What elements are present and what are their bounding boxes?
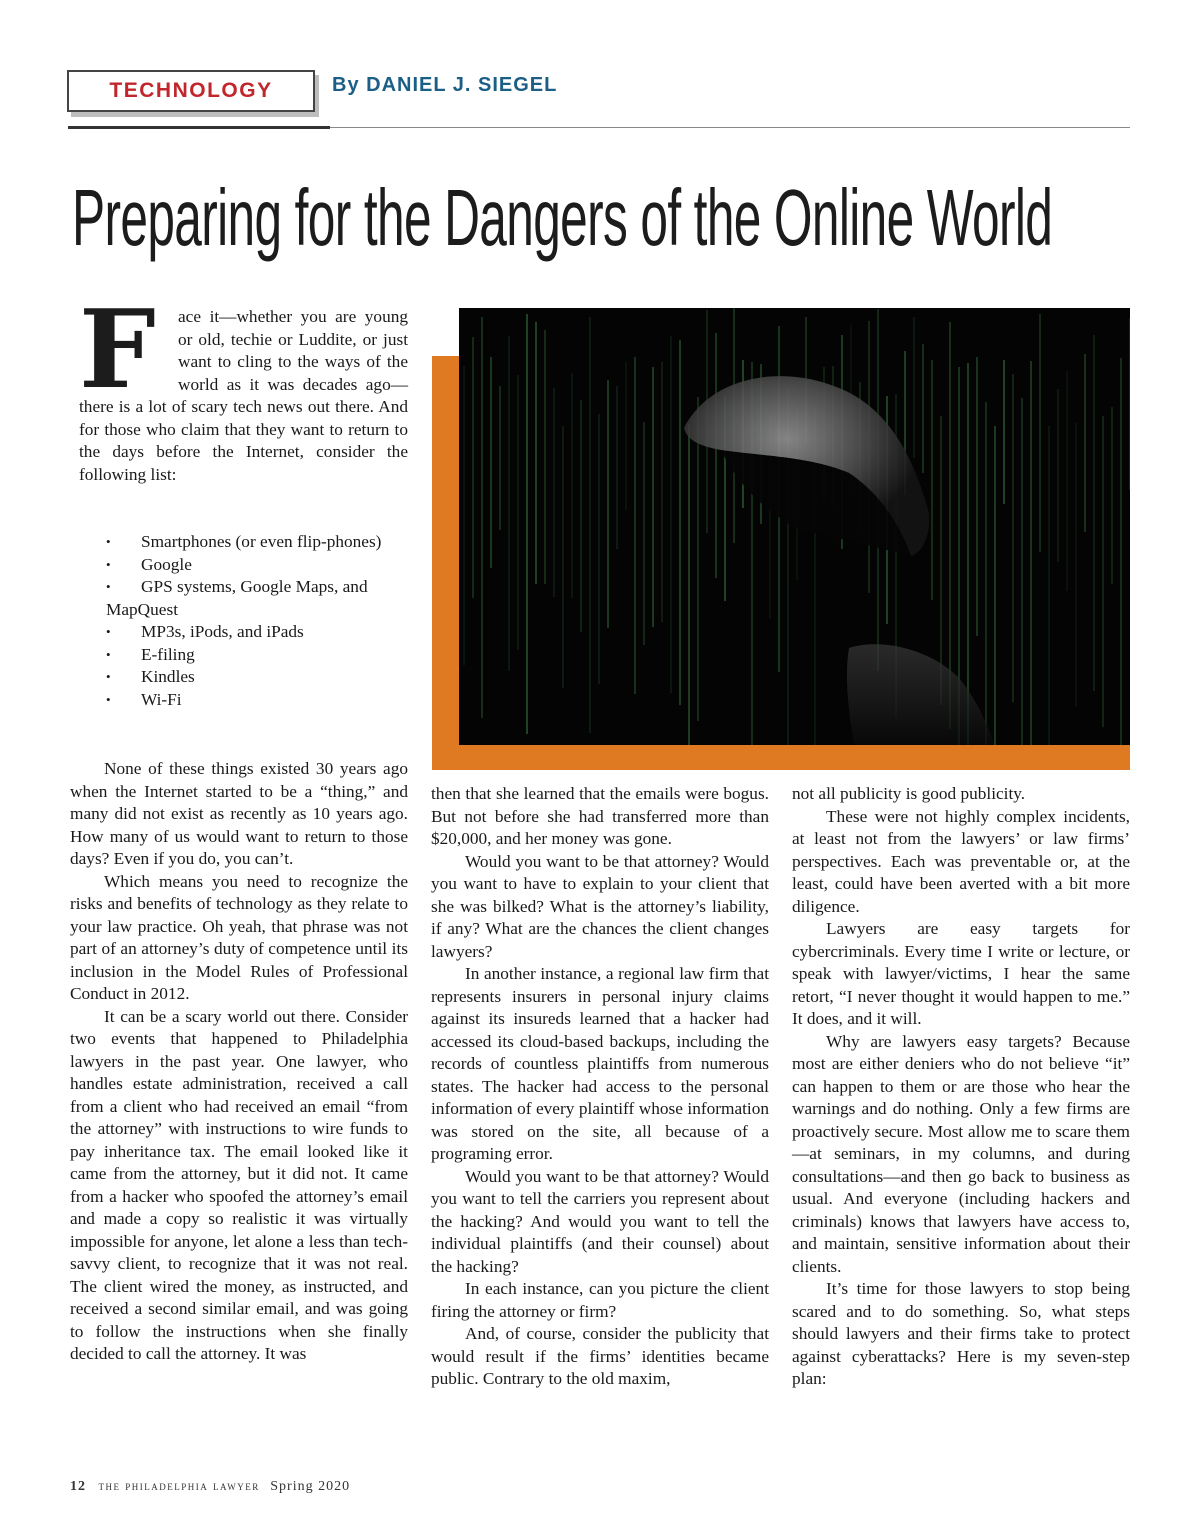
paragraph: Which means you need to recognize the risks and benefits of technology as they relate to your law practice. Oh yeah, that phrase was not part of an attorney’s duty of competence until its inclusion in the Model Rules of Professional Conduct in 2012. <box>70 871 408 1003</box>
paragraph: These were not highly complex incidents, at least not from the lawyers’ or law firms’ perspectives. Each was preventable or, at the least, could have been averted with a bit more diligence. <box>792 806 1130 916</box>
code-rain-stream <box>976 357 978 636</box>
code-rain-stream <box>571 373 573 598</box>
code-rain-stream <box>481 317 483 718</box>
code-rain-stream <box>1012 374 1014 702</box>
paragraph: Would you want to be that attorney? Would you want to have to explain to your client that she was bilked? What is the attorney’s liability, if any? What are the chances the client changes lawyers? <box>431 851 769 961</box>
code-rain-stream <box>661 362 663 622</box>
code-rain-stream <box>589 317 591 733</box>
code-rain-stream <box>580 400 582 632</box>
section-tag <box>67 70 315 112</box>
code-rain-stream <box>697 397 699 721</box>
code-rain-stream <box>544 330 546 584</box>
paragraph: And, of course, consider the publicity that would result if the firms’ identities became public. Contrary to the old maxim, <box>431 1324 769 1388</box>
code-rain-stream <box>499 386 501 530</box>
code-rain-stream <box>1003 360 1005 504</box>
code-rain-stream <box>562 426 564 688</box>
code-rain-stream <box>634 357 636 694</box>
code-rain-stream <box>472 337 474 598</box>
code-rain-stream <box>1066 371 1068 591</box>
code-rain-stream <box>1075 423 1077 707</box>
list-item: • Smartphones (or even flip-phones) <box>106 531 408 554</box>
headline: Preparing for the Dangers of the Online World <box>72 173 1053 262</box>
code-rain-stream <box>607 380 609 628</box>
section-label: TECHNOLOGY <box>109 79 273 102</box>
code-rain-stream <box>643 422 645 645</box>
code-rain-stream <box>949 322 951 729</box>
code-rain-stream <box>598 414 600 684</box>
article-column-2 <box>431 783 769 1391</box>
code-rain-stream <box>652 367 654 627</box>
code-rain-stream <box>967 363 969 745</box>
code-rain-stream <box>985 402 987 745</box>
page-number: 12 <box>70 1479 86 1494</box>
code-rain-stream <box>625 362 627 510</box>
code-rain-stream <box>1129 318 1130 490</box>
list-item: • GPS systems, Google Maps, and MapQuest <box>106 576 408 621</box>
page-footer <box>70 1478 350 1495</box>
code-rain-stream <box>1021 398 1023 745</box>
code-rain-stream <box>688 424 690 745</box>
list-item: • Wi-Fi <box>106 689 408 712</box>
intro-text: ace it—whether you are young or old, techie or Luddite, or just want to cling to the ways of the world as it was decades ago—there is a lot of scary tech news out there. And for those who claim that they want to return to the days before the Internet, consider the following list: <box>79 307 408 484</box>
hero-photo-hooded-hacker <box>459 308 1130 745</box>
code-rain-stream <box>1030 361 1032 745</box>
list-item: • Google <box>106 554 408 577</box>
code-rain-stream <box>553 388 555 597</box>
paragraph-continued: not all publicity is good publicity. <box>792 784 1026 803</box>
code-rain-stream <box>679 340 681 705</box>
intro-paragraph <box>79 306 408 486</box>
code-rain-stream <box>616 386 618 549</box>
paragraph: Why are lawyers easy targets? Because most are either deniers who do not believe “it” can happen to them or are those who hear the warnings and do nothing. Only a few firms are proactively secure. Most allow me to scare them—at seminars, in my columns, and during consultations—and then go back to business as usual. And everyone (including hackers and criminals) knows that lawyers have access to, and maintain, sensitive information about their clients. <box>792 1031 1130 1276</box>
list-item: • MP3s, iPods, and iPads <box>106 621 408 644</box>
paragraph: Lawyers are easy targets for cybercriminals. Every time I write or lecture, or speak with lawyer/victims, I hear the same retort, “I never thought it would happen to me.” It does, and it will. <box>792 919 1130 1028</box>
article-column-1 <box>70 758 408 1366</box>
code-rain-stream <box>490 357 492 568</box>
code-rain-stream <box>463 366 465 665</box>
bullet-list <box>106 531 408 711</box>
code-rain-stream <box>1120 358 1122 745</box>
issue-date: Spring 2020 <box>270 1479 351 1494</box>
code-rain-stream <box>517 375 519 650</box>
code-rain-stream <box>922 344 924 473</box>
list-item: • Kindles <box>106 666 408 689</box>
paragraph: It’s time for those lawyers to stop being scared and to do something. So, what steps should lawyers and their firms take to protect against cyberattacks? Here is my seven-step plan: <box>792 1279 1130 1388</box>
publication-name: the philadelphia lawyer <box>98 1478 260 1493</box>
paragraph: It can be a scary world out there. Consider two events that happened to Philadelphia lawyers in the past year. One lawyer, who handles estate administration, received a call from a client who had received an email “from the attorney” with instructions to wire funds to pay inheritance tax. The email looked like it came from the attorney, but it did not. It came from a hacker who spoofed the attorney’s email and made a copy so realistic it was virtually impossible for anyone, let alone a less than tech-savvy client, to recognize that it was not real. The client wired the money, as instructed, and received a second similar email, and was going to follow the instructions when she finally decided to call the attorney. It was <box>70 1006 408 1363</box>
header-rule-accent <box>68 126 330 129</box>
code-rain-stream <box>535 322 537 584</box>
list-item: • E-filing <box>106 644 408 667</box>
code-rain-stream <box>931 360 933 600</box>
code-rain-stream <box>508 336 510 671</box>
article-column-3 <box>792 783 1130 1391</box>
code-rain-stream <box>670 336 672 693</box>
paragraph: Would you want to be that attorney? Would you want to tell the carriers you represent about the hacking? And would you want to tell the individual plaintiffs (and their counsel) about the hacking? <box>431 1166 769 1276</box>
code-rain-stream <box>715 333 717 578</box>
paragraph: In each instance, can you picture the client firing the attorney or firm? <box>431 1279 769 1321</box>
code-rain-stream <box>1039 314 1041 552</box>
code-rain-stream <box>1111 407 1113 584</box>
code-rain-stream <box>913 317 915 458</box>
code-rain-stream <box>994 426 996 745</box>
byline: By DANIEL J. SIEGEL <box>332 74 558 96</box>
code-rain-stream <box>1093 335 1095 691</box>
paragraph: In another instance, a regional law firm that represents insurers in personal injury claims against its insureds learned that a hacker had accessed its cloud-based backups, including the records of countless plaintiffs from numerous states. The hacker had access to the personal information of every plaintiff whose information was stored on the site, all because of a programing error. <box>431 964 769 1163</box>
drop-cap: F <box>79 308 156 392</box>
code-rain-stream <box>1084 354 1086 532</box>
code-rain-stream <box>526 314 528 734</box>
code-rain-stream <box>1102 416 1104 727</box>
code-rain-stream <box>940 416 942 705</box>
paragraph-continued: then that she learned that the emails were bogus. But not before she had transferred more than $20,000, and her money was gone. <box>431 784 769 848</box>
code-rain-stream <box>1057 389 1059 562</box>
code-rain-stream <box>1048 426 1050 745</box>
hooded-figure-illustration <box>459 308 1130 745</box>
paragraph: None of these things existed 30 years ago when the Internet started to be a “thing,” and many did not exist as recently as 10 years ago. How many of us would want to return to those days? Even if you do, you can’t. <box>70 759 408 868</box>
